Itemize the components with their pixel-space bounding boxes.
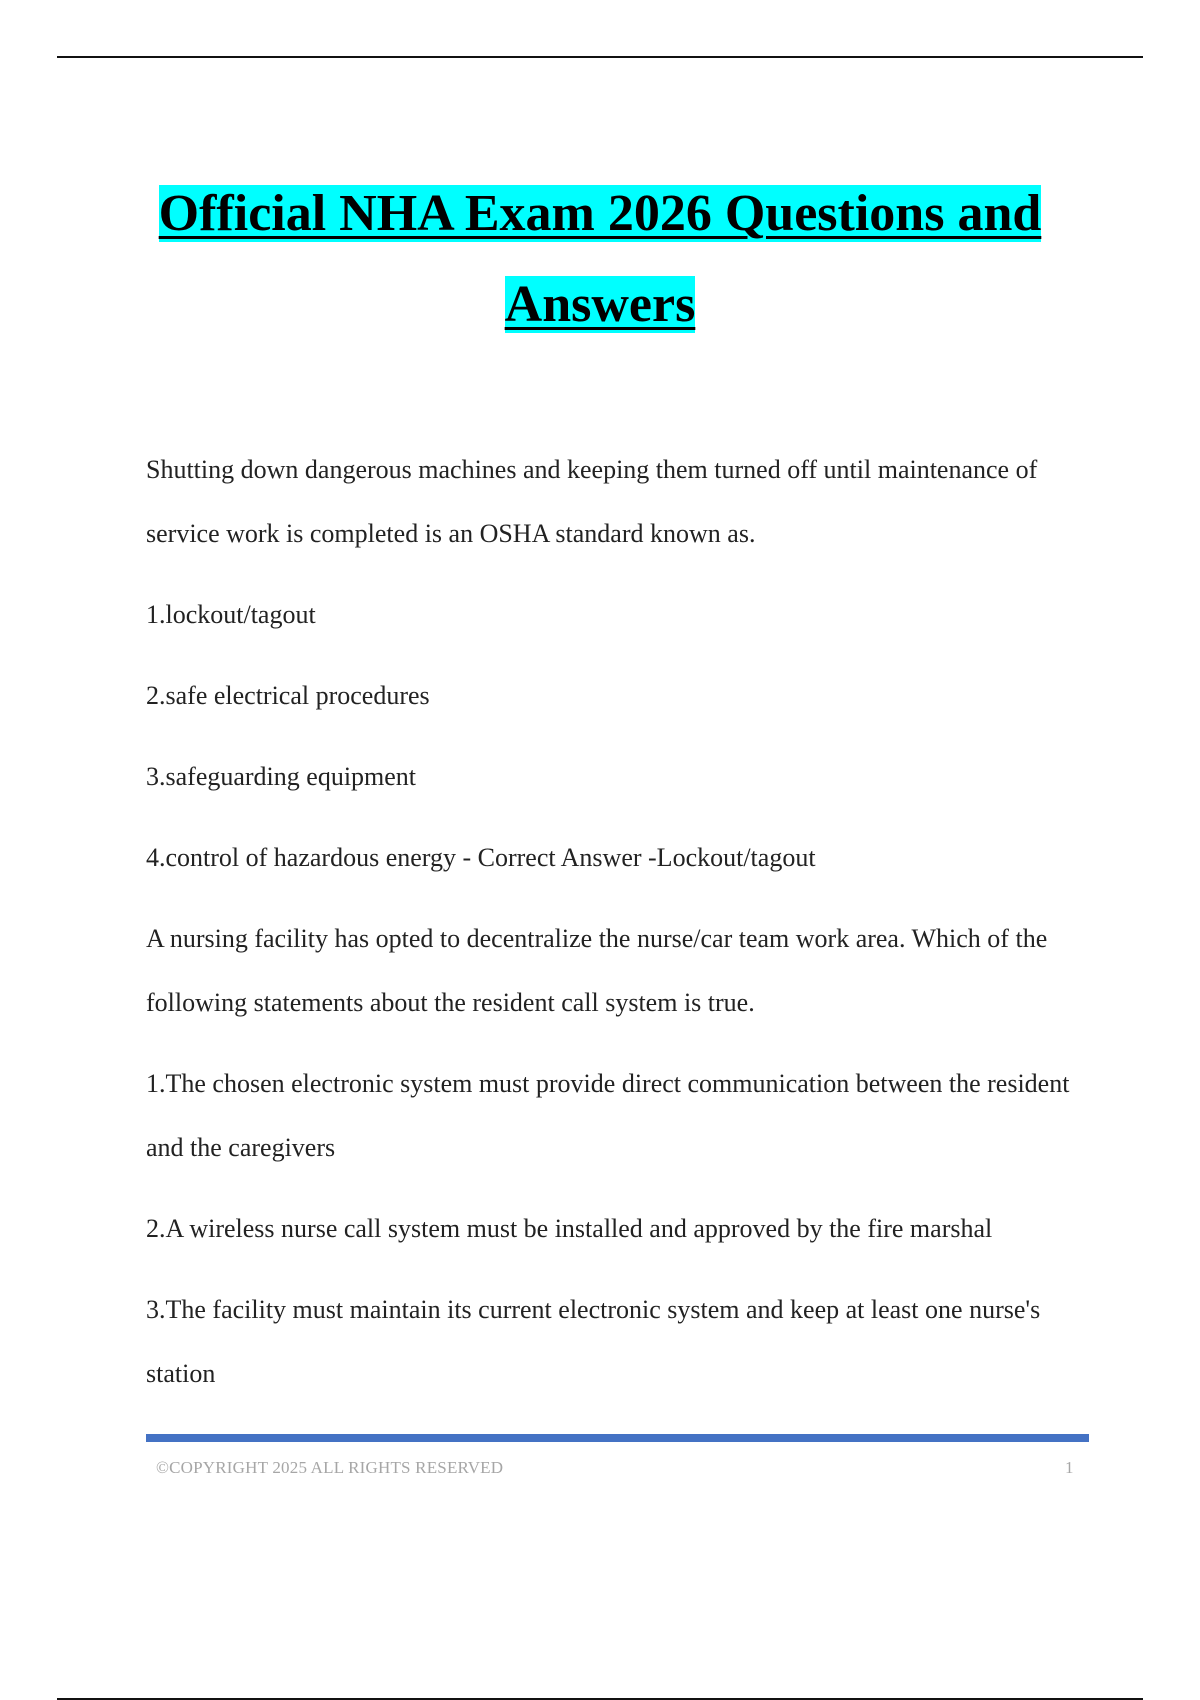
document-body: [146, 438, 1096, 1423]
document-title: [100, 168, 1100, 350]
page-number: 1: [1065, 1458, 1074, 1477]
question-1-text: Shutting down dangerous machines and keeping them turned off until maintenance of service work is completed is an OSHA standard known as.: [146, 455, 1038, 548]
footer-divider-bar: [146, 1434, 1089, 1442]
question-1-option-2: 2.safe electrical procedures: [146, 681, 430, 710]
question-2-option-2: 2.A wireless nurse call system must be installed and approved by the fire marshal: [146, 1214, 993, 1243]
question-1-option-3: 3.safeguarding equipment: [146, 762, 417, 791]
question-2-option-3: 3.The facility must maintain its current electronic system and keep at least one nurse's station: [146, 1295, 1041, 1388]
question-2-option-1: 1.The chosen electronic system must provide direct communication between the resident and the caregivers: [146, 1069, 1070, 1162]
top-rule: [57, 56, 1143, 58]
question-2-text: A nursing facility has opted to decentralize the nurse/car team work area. Which of the following statements about the resident call system is true.: [146, 924, 1048, 1017]
footer-copyright: ©COPYRIGHT 2025 ALL RIGHTS RESERVED: [156, 1458, 504, 1477]
question-1-option-1: 1.lockout/tagout: [146, 600, 316, 629]
title-line-2: Answers: [504, 276, 696, 333]
question-1-option-4-answer: 4.control of hazardous energy - Correct Answer -Lockout/tagout: [146, 843, 816, 872]
title-line-1: Official NHA Exam 2026 Questions and: [158, 185, 1042, 242]
